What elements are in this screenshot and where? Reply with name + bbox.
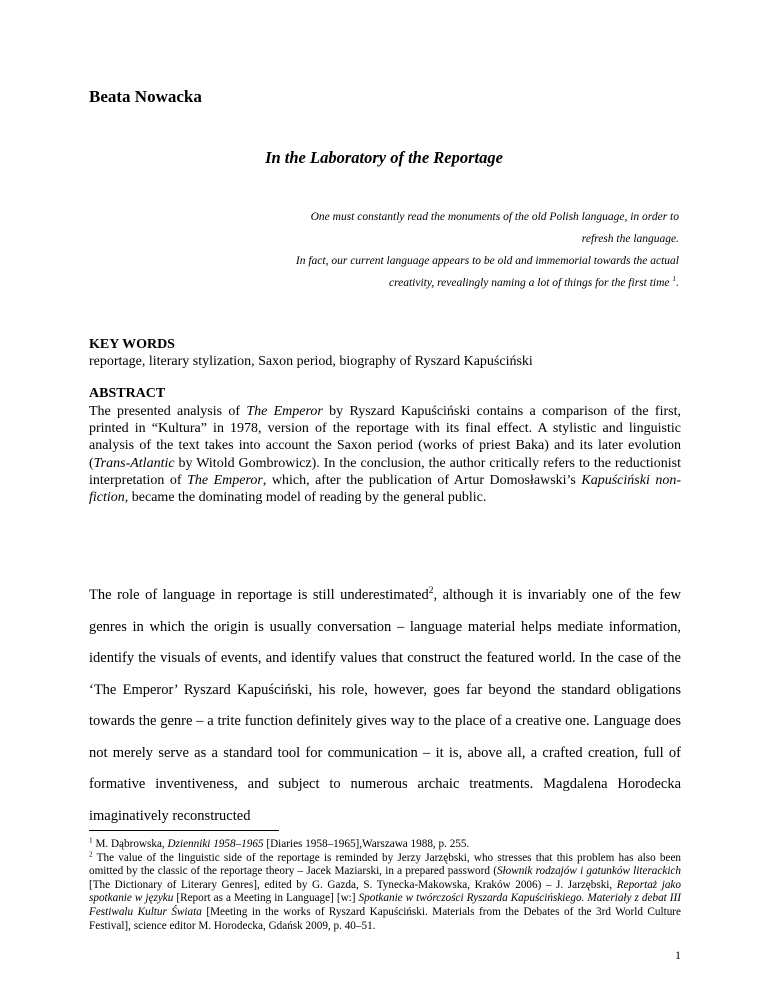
footnote-number: 1 <box>89 836 93 845</box>
body-run: The role of language in reportage is still underestimated <box>89 587 429 603</box>
epigraph-text: creativity, revealingly naming a lot of things for the first time <box>388 277 670 289</box>
page-number: 1 <box>675 948 681 962</box>
body-run: , although it is invariably one of the few genres in which the origin is usually conversation – language material helps mediate information, identify the visuals of events, and identify values that construct the featured world. In the case of the ‘The Emperor’ Ryszard Kapuściński, his role, however, goes far beyond the standard obligations towards the genre – a trite function definitely gives way to the place of a creative one. Language does not merely serve as a standard tool for communication – it is, above all, a crafted creation, full of formative inventiveness, and subject to numerous archaic treatments. Magdalena Horodecka imaginatively reconstructed <box>89 587 681 824</box>
epigraph-line <box>199 272 679 294</box>
footnote-run: [Diaries 1958–1965],Warszawa 1988, p. 255. <box>263 838 470 850</box>
abstract-title-ref: The Emperor <box>187 472 263 488</box>
abstract-run: became the dominating model of reading by the general public. <box>128 490 487 506</box>
footnote-run: M. Dąbrowska, <box>92 838 168 850</box>
footnote-run: [Meeting in the works of Ryszard Kapuściński. Materials from the Debates of the 3rd World Culture Festival], science editor M. Horodecka, Gdańsk 2009, p. 40–51. <box>89 905 681 932</box>
footnote-divider <box>89 830 279 831</box>
abstract-heading: ABSTRACT <box>89 386 166 401</box>
keywords-heading: KEY WORDS <box>89 337 175 352</box>
epigraph-line: refresh the language. <box>581 233 679 245</box>
footnote-title: Dzienniki 1958–1965 <box>167 838 264 850</box>
footnote-2 <box>89 849 681 934</box>
footnotes <box>89 838 681 933</box>
epigraph-line: One must constantly read the monuments of the old Polish language, in order to <box>310 211 679 223</box>
abstract-run: by Witold Gombrowicz). In the conclusion, the author critically refers to the reductionist interpretation of <box>89 455 681 488</box>
epigraph-end: . <box>676 277 679 289</box>
footnote-ref-2[interactable]: 2 <box>428 586 434 597</box>
epigraph-line: In fact, our current language appears to be old and immemorial towards the actual <box>295 255 679 267</box>
author-name: Beata Nowacka <box>89 87 202 106</box>
footnote-number: 2 <box>89 849 93 858</box>
footnote-1 <box>89 838 681 852</box>
footnote-title: Słownik rodzajów i gatunków literackich <box>496 865 681 878</box>
article-title: In the Laboratory of the Reportage <box>265 148 503 167</box>
abstract-title-ref: The Emperor <box>246 404 323 419</box>
abstract-run: , which, after the publication of Artur Domosławski’s <box>262 472 582 488</box>
abstract-run: The presented analysis of <box>89 404 247 419</box>
abstract-title-ref: Kapuściński non-fiction, <box>89 472 681 506</box>
footnote-run: The value of the linguistic side of the reportage is reminded by Jerzy Jarzębski, who stresses that this problem has also been omitted by the classic of the reportage theory – Jacek Maziarski, in a prepared password ( <box>89 851 681 878</box>
abstract-run: by Ryszard Kapuściński contains a comparison of the first, printed in “Kultura” in 1978, version of the reportage with its final effect. A stylistic and linguistic analysis of the text takes into account the Saxon period (works of priest Baka) and its later evolution ( <box>89 404 681 471</box>
footnote-ref-1[interactable]: 1 <box>672 274 677 284</box>
footnote-run: [The Dictionary of Literary Genres], edited by G. Gazda, S. Tynecka-Makowska, Kraków 2006) – J. Jarzębski, <box>89 878 617 891</box>
footnote-title: Reportaż jako spotkanie w języku <box>89 878 681 905</box>
abstract-text <box>89 403 681 506</box>
footnote-title: Spotkanie w twórczości Ryszarda Kapuścińskiego. Materiały z debat III Festiwalu Kultur Świata <box>89 892 681 918</box>
abstract-title-ref: Trans-Atlantic <box>93 455 175 471</box>
body-paragraph <box>89 580 681 832</box>
keywords-text: reportage, literary stylization, Saxon period, biography of Ryszard Kapuściński <box>89 354 533 369</box>
epigraph <box>199 206 679 294</box>
footnote-run: [Report as a Meeting in Language] [w:] <box>173 892 359 905</box>
